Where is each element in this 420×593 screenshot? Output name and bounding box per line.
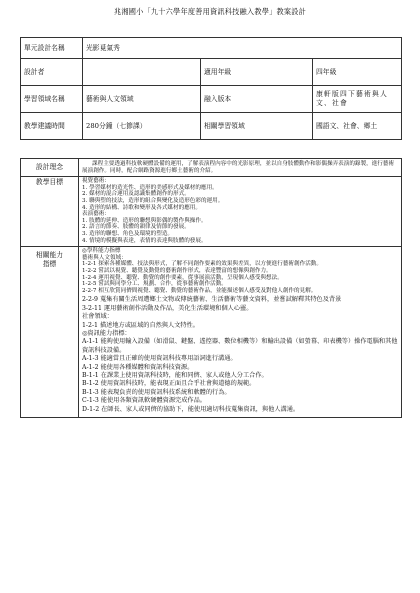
document-title: 兆湘國小「九十六學年度善用資訊科技融入教學」教案設計 xyxy=(113,7,307,16)
arts-indicator: 1-2-2 嘗試以視覺、聽覺及動覺的藝術創作形式，表達豐富的想像與創作力。 xyxy=(82,267,272,274)
arts-indicator: 2-2-7 相互欣賞同儕間視覺、聽覺、動覺的藝術作品，並能描述個人感受及對他人創作的見解。 xyxy=(82,287,317,294)
version-value: 康軒版四下藝術與人文、社會 xyxy=(313,86,402,113)
ict-indicator: B-1-2 使用資訊科技時，能表現正面且合乎社會與道德的規範。 xyxy=(82,380,256,388)
ict-indicator: D-1-2 在師長、家人或同儕的協助下，能使用適切科技蒐集資訊，與他人溝通。 xyxy=(82,405,300,413)
indicators-content xyxy=(79,247,402,418)
ict-indicator: A-1-1 能夠使用輸入設備（如滑鼠、鍵盤、遙控器、數位相機等）和輸出設備（如螢幕、印表機等）操作電腦和其他資訊科技設備。 xyxy=(82,338,398,354)
concept-label: 設計理念 xyxy=(21,159,79,177)
unit-name-value: 光影覓氣秀 xyxy=(83,38,402,59)
goals-line: 4. 造形的結構、詩歌和變形及各式媒材的應用。 xyxy=(82,204,201,211)
grade-value: 四年級 xyxy=(313,59,402,86)
ict-indicator: A-1-2 能使用各種媒體和資訊科技資源。 xyxy=(82,363,194,371)
arts-indicator: 2-2-9 蒐集有關生活周遭鄉土文物或傳統藝術、生活藝術等藝文資料，並嘗試解釋其特色及背景 xyxy=(82,296,342,304)
related-value: 國語文、社會、鄉土 xyxy=(313,113,402,140)
unit-name-row xyxy=(21,38,402,59)
ict-heading: ◎資訊能力指標： xyxy=(82,329,131,337)
goals-row xyxy=(21,177,402,247)
goals-line: 3. 聯與塑的技法，造形的組合與變化及造形色彩的運用。 xyxy=(82,197,224,204)
goals-line: 3. 造形的聯想、角色及環境的塑造。 xyxy=(82,230,174,237)
indicators-label-line-2: 指標 xyxy=(42,260,57,269)
ict-indicator: A-1-3 能適當且正確的使用資訊科技專用語詞進行溝通。 xyxy=(82,355,237,363)
related-label: 相關學習領域 xyxy=(201,113,313,140)
arts-subheading: 藝術與人文領域： xyxy=(82,254,127,261)
social-indicator: 1-2-1 描述地方或區域的自然與人文特性。 xyxy=(82,321,199,329)
time-label: 教學建議時間 xyxy=(21,113,83,140)
version-label: 融入版本 xyxy=(201,86,313,113)
indicators-label xyxy=(21,247,79,418)
social-heading: 社會領域： xyxy=(82,313,113,321)
lesson-detail-table xyxy=(20,158,402,418)
arts-indicator: 1-2-5 嘗試與同學分工、規劃、合作，從事藝術創作活動。 xyxy=(82,281,227,288)
arts-heading: ◎學科能力指標 xyxy=(82,248,121,255)
ict-indicator: B-1-3 能表現負責的使用資訊科技系統和軟體的行為。 xyxy=(82,388,231,396)
goals-line: 2. 媒材的混合運用及認識集體創作的形式。 xyxy=(82,191,190,198)
goals-line: 4. 情境的模擬與表達，表情的表達與肢體的發展。 xyxy=(82,237,207,244)
domain-row xyxy=(21,86,402,113)
arts-indicator: 1-2-4 運用視覺、聽覺、動覺的創作要素，從事展演活動，呈現個人感受與想法。 xyxy=(82,274,283,281)
indicators-row xyxy=(21,247,402,418)
goals-line: 1. 學習媒材的造光性、造形的美感形式及媒材的應用。 xyxy=(82,184,218,191)
designer-value xyxy=(83,59,201,86)
concept-row xyxy=(21,159,402,177)
arts-indicator: 3-2-11 運用藝術創作活動及作品，美化生活環境和個人心靈。 xyxy=(82,304,253,312)
designer-label: 設計者 xyxy=(21,59,83,86)
domain-label: 學習領域名稱 xyxy=(21,86,83,113)
domain-value: 藝術與人文領域 xyxy=(83,86,201,113)
ict-indicator: B-1-1 在課業上使用資訊科技時，能和同儕、家人或他人分工合作。 xyxy=(82,371,268,379)
goals-list xyxy=(79,177,402,247)
goals-line: 2. 語言的節奏、肢體的韻律及情節的發展。 xyxy=(82,224,190,231)
goals-line: 視覺藝術： xyxy=(82,178,110,185)
header-info-table xyxy=(20,37,402,140)
arts-indicator: 1-2-1 探索各種媒體、技法與形式，了解不同創作要素的效果與差異，以方便進行藝術創作活動。 xyxy=(82,261,322,268)
goals-line: 表演藝術： xyxy=(82,211,110,218)
time-row xyxy=(21,113,402,140)
designer-row xyxy=(21,59,402,86)
grade-label: 適用年級 xyxy=(201,59,313,86)
unit-name-label: 單元設計名稱 xyxy=(21,38,83,59)
time-value: 280分鐘（七節課） xyxy=(83,113,201,140)
indicators-label-line-1: 相關能力 xyxy=(35,251,64,260)
ict-indicator: C-1-3 能使用各類資訊軟硬體資源完成作品。 xyxy=(82,397,206,405)
concept-text: 課程主要透過科技軟硬體設備的運用，了解表演程內容中的光影原理，並以自身肢體動作和影偶操弄表演的錄製，進行藝術展演創作。同時，配合網路資源進行鄉土藝術的介紹。 xyxy=(79,159,402,177)
goals-line: 1. 肢體的延伸、造形的聯想與影偶的製作與操作。 xyxy=(82,217,207,224)
goals-label: 教學目標 xyxy=(21,177,79,247)
